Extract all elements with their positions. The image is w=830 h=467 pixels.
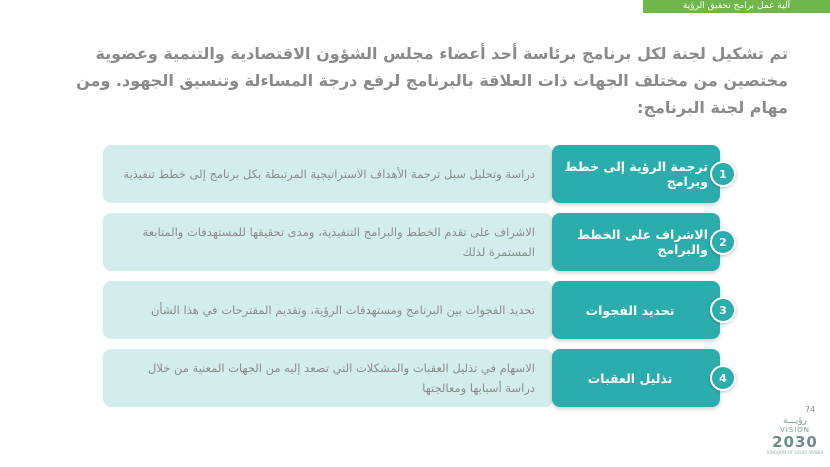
task-row xyxy=(0,145,830,203)
intro-paragraph: تم تشكيل لجنة لكل برنامج برئاسة أحد أعضاء مجلس الشؤون الاقتصادية والتنمية وعضوية مختصين من مختلف الجهات ذات العلاقة بالبرنامج لرفع درجة المساءلة وتنسيق الجهود. ومن مهام لجنة البرنامج: xyxy=(76,44,788,117)
task-description-box xyxy=(103,213,553,271)
logo-year-text: 2030 xyxy=(772,433,818,451)
logo-sub-text: KINGDOM OF SAUDI ARABIA xyxy=(766,450,824,455)
task-title-box xyxy=(552,349,720,407)
task-title-box xyxy=(552,213,720,271)
task-description: تحديد الفجوات بين البرنامج ومستهدفات الرؤية، وتقديم المقترحات في هذا الشأن xyxy=(150,303,535,317)
task-row xyxy=(0,281,830,339)
task-title: تحديد الفجوات xyxy=(585,302,675,318)
task-title-box xyxy=(552,145,720,203)
task-number-badge: 1 xyxy=(710,161,736,187)
task-description: دراسة وتحليل سبل ترجمة الأهداف الاستراتيجية المرتبطة بكل برنامج إلى خطط تنفيذية xyxy=(123,167,535,181)
task-row xyxy=(0,349,830,407)
task-title: الاشراف على الخطط والبرامج xyxy=(576,227,708,257)
task-row xyxy=(0,213,830,271)
page-number: 74 xyxy=(805,405,816,414)
logo-vision-text: VISION xyxy=(779,426,811,434)
task-title: ترجمة الرؤية إلى خطط وبرامج xyxy=(564,159,708,189)
task-number-badge: 3 xyxy=(710,297,736,323)
task-description-box xyxy=(103,349,553,407)
task-number-badge: 2 xyxy=(710,229,736,255)
logo-arabic-text: رؤيـــة xyxy=(783,416,807,426)
task-number-badge: 4 xyxy=(710,365,736,391)
task-description: الاشراف على تقدم الخطط والبرامج التنفيذية، ومدى تحقيقها للمستهدفات والمتابعة المستمرة لذلك xyxy=(142,225,535,259)
task-title: تذليل العقبات xyxy=(587,370,673,386)
task-description-box xyxy=(103,145,553,203)
section-tag: آلية عمل برامج تحقيق الرؤية xyxy=(643,0,830,13)
task-description: الاسهام في تذليل العقبات والمشكلات التي تصعد إليه من الجهات المعنية من خلال دراسة أسبابها ومعالجتها xyxy=(147,361,535,395)
task-title-box xyxy=(552,281,720,339)
vision-2030-logo xyxy=(766,417,824,461)
task-description-box xyxy=(103,281,553,339)
